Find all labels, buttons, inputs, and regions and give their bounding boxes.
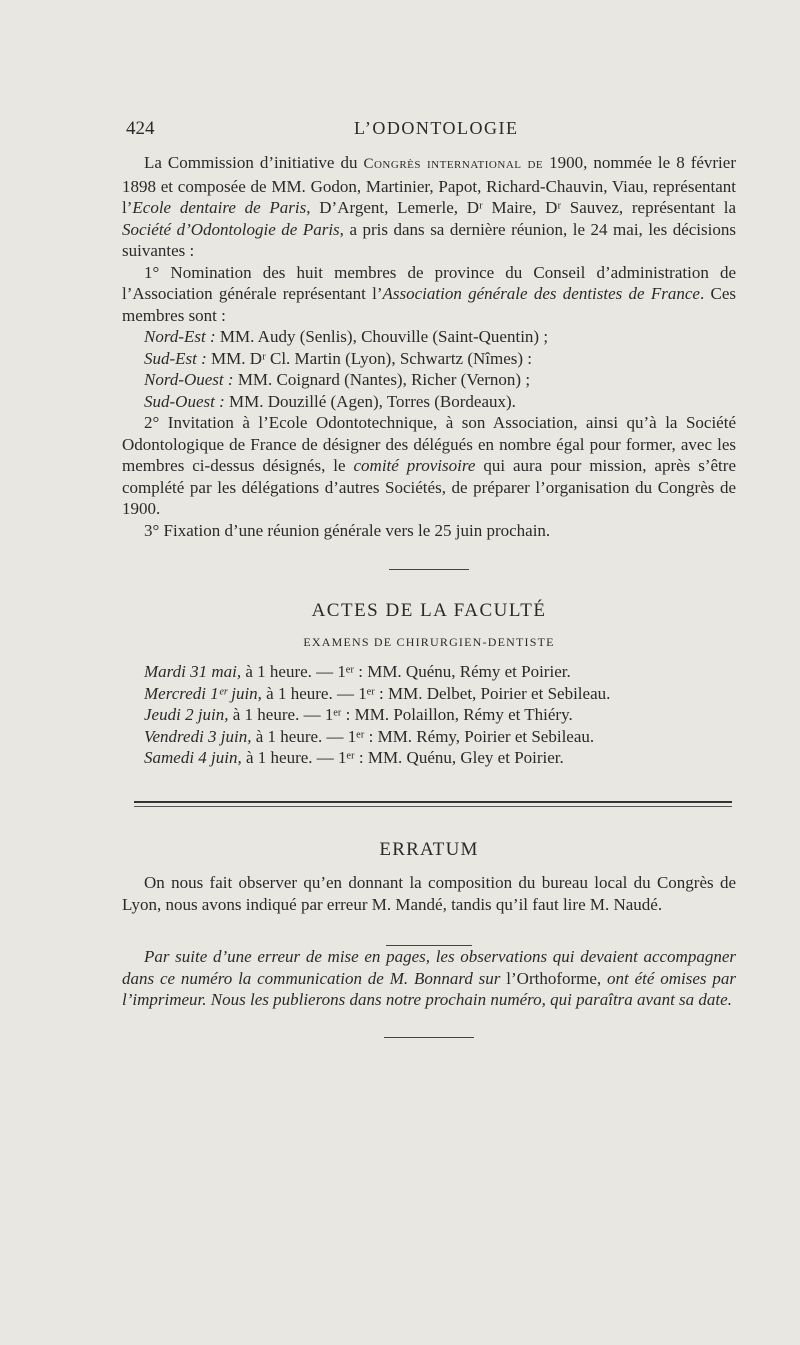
note-text-2: ont été omises par l’imprimeur. Nous les publierons dans notre prochain numéro, qui paraîtra avant sa date. (122, 968, 737, 1009)
item-3-paragraph: 3° Fixation d’une réunion générale vers le 25 juin prochain. (144, 520, 551, 540)
item-2-text-1: 2° Invitation à l’Ecole Odontotechnique, à son Association, ainsi qu’à la Société Odontologique de France de désigner des délégués en nombre égal pour former, avec les membres ci-dessus désignés, le (122, 413, 736, 475)
journal-title: L’ODONTOLOGIE (354, 118, 519, 138)
exam-details: à 1 heure. — 1ᵉʳ : MM. Quénu, Gley et Poirier. (241, 748, 564, 767)
exam-entry (122, 661, 736, 683)
faculte-subheading: EXAMENS DE CHIRURGIEN-DENTISTE (303, 634, 555, 649)
exam-date: Samedi 4 juin, (144, 748, 242, 767)
exam-entry (122, 704, 736, 726)
page-number: 424 (126, 118, 155, 139)
erratum-heading: ERRATUM (379, 838, 479, 860)
exam-date: Jeudi 2 juin, (144, 705, 229, 724)
faculte-heading: ACTES DE LA FACULTÉ (311, 600, 547, 621)
region-label: Sud-Ouest : (144, 391, 225, 411)
intro-text-1: La Commission d’initiative du (144, 153, 364, 172)
item-1-paragraph (122, 262, 736, 327)
exam-details: à 1 heure. — 1ᵉʳ : MM. Delbet, Poirier et Sebileau. (261, 683, 611, 703)
regions-list (144, 326, 736, 412)
orthoforme-term: l’Orthoforme, (506, 968, 602, 988)
exam-date: Mercredi 1ᵉʳ juin, (144, 683, 262, 703)
association-name: Association générale des dentistes de France (382, 284, 700, 303)
item-2-paragraph (122, 412, 736, 520)
closing-divider (384, 1037, 474, 1038)
exam-details: à 1 heure. — 1ᵉʳ : MM. Polaillon, Rémy et Thiéry. (228, 705, 573, 724)
societe-name: Société d’Odontologie de Paris (122, 219, 340, 239)
region-members: MM. Douzillé (Agen), Torres (Bordeaux). (224, 391, 516, 411)
region-label: Nord-Ouest : (144, 370, 234, 389)
region-entry (144, 348, 736, 370)
erratum-paragraph: On nous fait observer qu’en donnant la composition du bureau local du Congrès de Lyon, nous avons indiqué par erreur M. Mandé, tandis qu’il faut lire M. Naudé. (122, 873, 736, 914)
exam-list (122, 661, 736, 769)
note-text-1: Par suite d’une erreur de mise en pages, les observations qui devaient accompagner dans ce numéro la communication de M. Bonnard sur (122, 947, 736, 988)
ecole-name: Ecole dentaire de Paris (132, 198, 307, 217)
item-1-text-2: . Ces membres sont : (122, 284, 736, 325)
running-header (126, 118, 736, 144)
region-label: Nord-Est : (144, 327, 216, 346)
exam-details: à 1 heure. — 1ᵉʳ : MM. Quénu, Rémy et Poirier. (241, 662, 571, 681)
section-divider (389, 569, 469, 570)
region-label: Sud-Est : (144, 348, 207, 368)
exam-date: Vendredi 3 juin, (144, 726, 252, 746)
exam-entry (122, 747, 736, 769)
item-2-text-2: qui aura pour mission, après s’être complété par les délégations d’autres Sociétés, de préparer l’organisation du Congrès de 1900. (122, 456, 736, 518)
article-body (122, 152, 736, 1038)
exam-date: Mardi 31 mai, (144, 662, 242, 681)
region-entry (144, 326, 736, 348)
intro-text-2: 1900, nommée le 8 février 1898 et composée de MM. Godon, Martinier, Papot, Richard-Chauvin, Viau, représentant l’ (122, 153, 736, 217)
exam-entry (122, 683, 736, 705)
intro-text-4: , a pris dans sa dernière réunion, le 24 mai, les décisions suivantes : (122, 219, 736, 260)
region-members: MM. Audy (Senlis), Chouville (Saint-Quentin) ; (215, 327, 549, 346)
congres-name: Congrès international de (363, 156, 544, 172)
region-entry (144, 369, 736, 391)
region-members: MM. Coignard (Nantes), Richer (Vernon) ; (233, 370, 531, 389)
exam-details: à 1 heure. — 1ᵉʳ : MM. Rémy, Poirier et Sebileau. (251, 726, 595, 746)
editor-note (122, 946, 736, 1011)
exam-entry (122, 726, 736, 748)
region-entry (144, 391, 736, 413)
double-rule-divider (134, 801, 732, 807)
item-1-text-1: 1° Nomination des huit membres de province du Conseil d’administration de l’Association générale représentant l’ (122, 262, 736, 303)
region-members: MM. Dʳ Cl. Martin (Lyon), Schwartz (Nîmes) : (206, 348, 533, 368)
intro-text-3: , D’Argent, Lemerle, Dʳ Maire, Dʳ Sauvez, représentant la (306, 198, 736, 217)
intro-paragraph (122, 152, 736, 262)
comite-term: comité provisoire (353, 456, 476, 475)
